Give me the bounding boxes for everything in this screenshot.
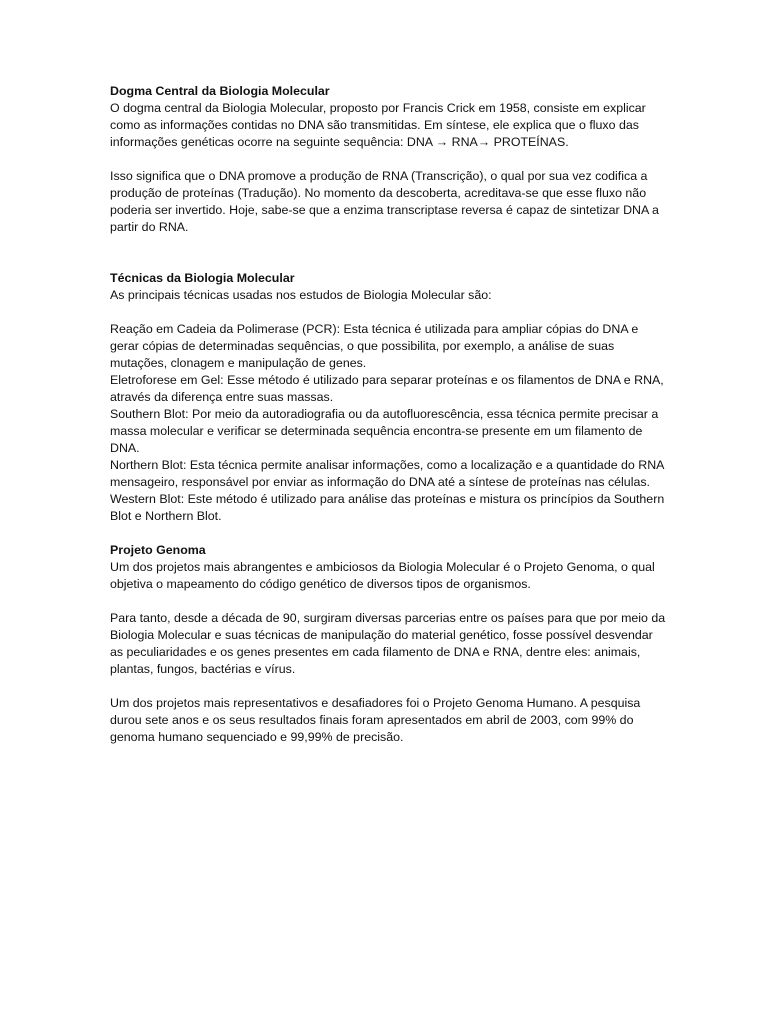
spacer (110, 525, 668, 542)
paragraph: Um dos projetos mais representativos e desafiadores foi o Projeto Genoma Humano. A pesquisa durou sete anos e os seus resultados finais foram apresentados em abril de 2003, com 99% do genoma humano sequenciado e 99,99% de precisão. (110, 696, 641, 744)
section-tecnicas (110, 270, 668, 525)
spacer (110, 678, 668, 695)
section-dogma-central (110, 83, 668, 236)
technique-item-eletroforese: Eletroforese em Gel: Esse método é utilizado para separar proteínas e os filamentos de DNA e RNA, através da diferença entre suas massas. (110, 373, 664, 404)
spacer (110, 593, 668, 610)
paragraph: Isso significa que o DNA promove a produção de RNA (Transcrição), o qual por sua vez codifica a produção de proteínas (Tradução). No momento da descoberta, acreditava-se que esse fluxo não poderia ser invertido. Hoje, sabe-se que a enzima transcriptase reversa é capaz de sintetizar DNA a partir do RNA. (110, 169, 659, 234)
paragraph: Para tanto, desde a década de 90, surgiram diversas parcerias entre os países para que por meio da Biologia Molecular e suas técnicas de manipulação do material genético, fosse possível desvendar as peculiaridades e os genes presentes em cada filamento de DNA e RNA, dentre eles: animais, plantas, fungos, bactérias e vírus. (110, 611, 666, 676)
section-title: Técnicas da Biologia Molecular (110, 271, 295, 285)
technique-item-western-blot: Western Blot: Este método é utilizado para análise das proteínas e mistura os princípios da Southern Blot e Northern Blot. (110, 492, 665, 523)
technique-item-northern-blot: Northern Blot: Esta técnica permite analisar informações, como a localização e a quantidade do RNA mensageiro, responsável por enviar as informação do DNA até a síntese de proteínas nas células. (110, 458, 664, 489)
spacer (110, 151, 668, 168)
section-title: Projeto Genoma (110, 543, 206, 557)
paragraph: As principais técnicas usadas nos estudos de Biologia Molecular são: (110, 288, 492, 302)
paragraph: Um dos projetos mais abrangentes e ambiciosos da Biologia Molecular é o Projeto Genoma, o qual objetiva o mapeamento do código genético de diversos tipos de organismos. (110, 560, 655, 591)
section-projeto-genoma (110, 542, 668, 746)
spacer (110, 304, 668, 321)
technique-item-southern-blot: Southern Blot: Por meio da autoradiografia ou da autofluorescência, essa técnica permite precisar a massa molecular e verificar se determinada sequência encontra-se presente em um filamento de DNA. (110, 407, 659, 455)
spacer (110, 236, 668, 270)
technique-item-pcr: Reação em Cadeia da Polimerase (PCR): Esta técnica é utilizada para ampliar cópias do DNA e gerar cópias de determinadas sequências, o que possibilita, por exemplo, a análise de suas mutações, clonagem e manipulação de genes. (110, 322, 639, 370)
section-title: Dogma Central da Biologia Molecular (110, 84, 330, 98)
paragraph: O dogma central da Biologia Molecular, proposto por Francis Crick em 1958, consiste em explicar como as informações contidas no DNA são transmitidas. Em síntese, ele explica que o fluxo das informações genéticas ocorre na seguinte sequência: DNA → RNA→ PROTEÍNAS. (110, 101, 646, 149)
